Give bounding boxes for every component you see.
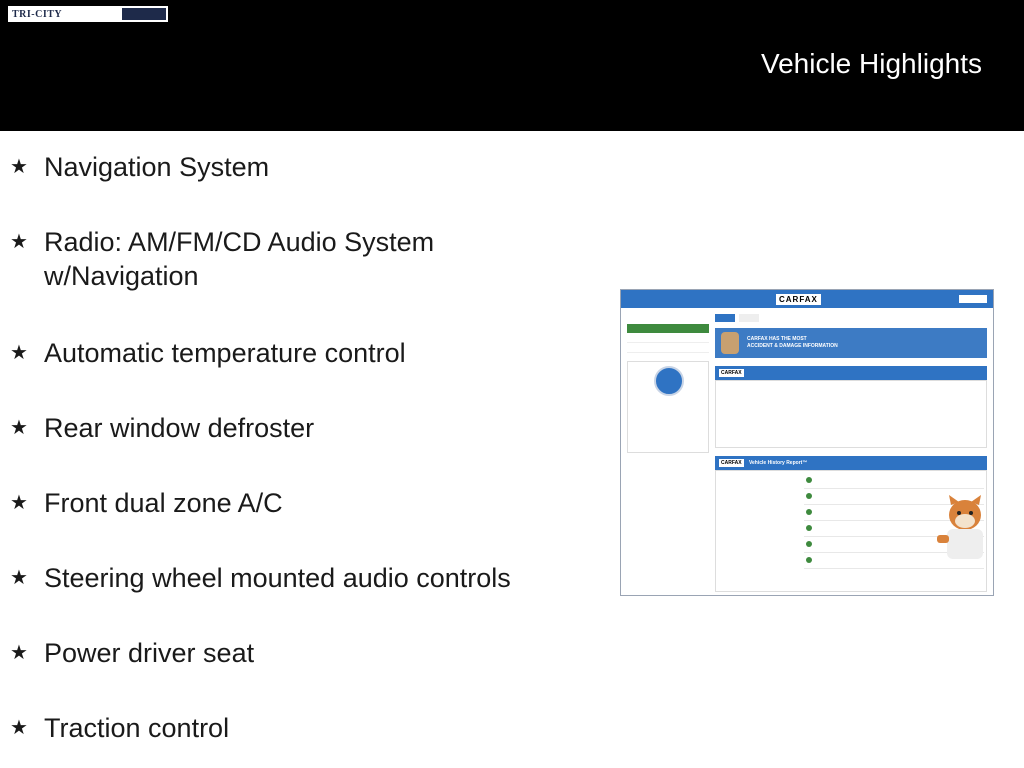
report-title: Vehicle History Report™: [748, 460, 808, 466]
carfax-report-thumbnail[interactable]: [620, 289, 994, 596]
feature-text: Automatic temperature control: [44, 338, 406, 368]
carfax-tabs: [715, 314, 987, 322]
header-bar: [0, 0, 1024, 131]
list-item: [10, 150, 269, 184]
list-item: [10, 336, 406, 370]
list-item: [10, 225, 434, 293]
history-report-bar: [715, 456, 987, 470]
carfax-banner: [715, 328, 987, 358]
feature-text: Power driver seat: [44, 638, 255, 668]
carfox-mascot-icon: [935, 495, 989, 559]
banner-text: CARFAX HAS THE MOST ACCIDENT & DAMAGE INFORMATION: [747, 336, 838, 349]
dealer-card: [627, 361, 709, 453]
value-report-bar: [715, 366, 987, 380]
carfax-badge-icon: [654, 366, 684, 396]
star-icon: ★: [10, 417, 28, 439]
tab: [739, 314, 759, 322]
star-icon: ★: [10, 717, 28, 739]
star-icon: ★: [10, 231, 28, 253]
carfax-logo-small: CARFAX: [721, 370, 742, 376]
print-button: [959, 295, 987, 303]
feature-text: Rear window defroster: [44, 413, 315, 443]
sidebar-item: [627, 343, 709, 353]
carfax-logo: CARFAX: [776, 294, 821, 305]
tab-active: [715, 314, 735, 322]
person-icon: [721, 332, 739, 354]
list-item: [10, 411, 314, 445]
star-icon: ★: [10, 642, 28, 664]
sidebar-item-active: [627, 324, 709, 333]
star-icon: ★: [10, 156, 28, 178]
feature-text: Front dual zone A/C: [44, 488, 283, 518]
carfax-topbar: [621, 290, 993, 308]
feature-text: Traction control: [44, 713, 230, 743]
carfax-logo-small: CARFAX: [721, 460, 742, 466]
list-item: [10, 711, 229, 745]
list-item: [804, 473, 984, 489]
carfax-sidebar: [627, 314, 709, 586]
star-icon: ★: [10, 492, 28, 514]
value-report-box: [715, 380, 987, 448]
dealer-logo-text: TRI-CITY: [12, 8, 63, 20]
feature-text: Navigation System: [44, 152, 270, 182]
page-title: Vehicle Highlights: [760, 48, 982, 79]
list-item: [10, 561, 511, 595]
list-item: [10, 636, 254, 670]
dealer-logo[interactable]: [8, 6, 168, 22]
list-item: [10, 486, 283, 520]
star-icon: ★: [10, 342, 28, 364]
star-icon: ★: [10, 567, 28, 589]
feature-text: Steering wheel mounted audio controls: [44, 563, 511, 593]
sidebar-item: [627, 333, 709, 343]
feature-text: Radio: AM/FM/CD Audio System w/Navigation: [44, 227, 435, 291]
dealer-phone-badge: [122, 8, 166, 20]
